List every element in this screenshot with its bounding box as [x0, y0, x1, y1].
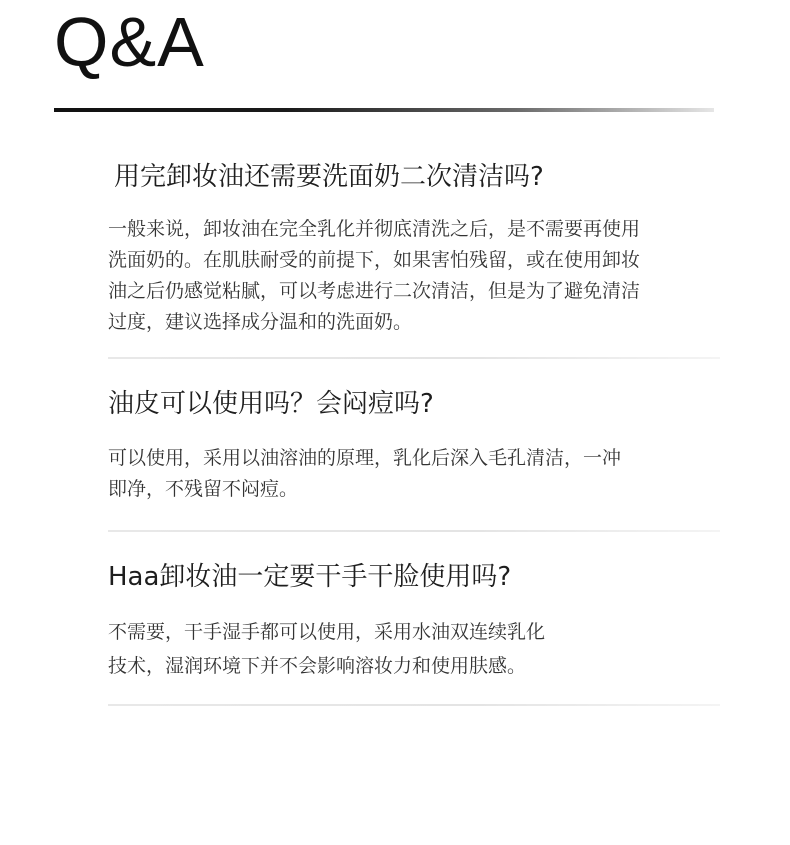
qa-item — [108, 560, 728, 683]
answer-line: 技术，湿润环境下并不会影响溶妆力和使用肤感。 — [108, 655, 527, 677]
qa-question: 油皮可以使用吗？会闷痘吗? — [108, 389, 434, 419]
answer-line: 过度，建议选择成分温和的洗面奶。 — [108, 311, 413, 333]
qa-question: Haa卸妆油一定要干手干脸使用吗? — [108, 562, 512, 592]
section-divider — [108, 704, 720, 706]
qa-answer — [108, 443, 728, 505]
title-underline — [54, 108, 714, 112]
qa-answer — [108, 615, 728, 683]
section-divider — [108, 357, 720, 359]
answer-line: 油之后仍感觉粘腻，可以考虑进行二次清洁，但是为了避免清洁 — [108, 280, 641, 302]
answer-line: 不需要，干手湿手都可以使用，采用水油双连续乳化 — [108, 621, 546, 643]
qa-item — [108, 160, 728, 338]
qa-item — [108, 387, 728, 505]
qa-answer — [108, 214, 728, 338]
qa-question: 用完卸妆油还需要洗面奶二次清洁吗? — [114, 162, 544, 192]
answer-line: 可以使用，采用以油溶油的原理，乳化后深入毛孔清洁，一冲 — [108, 447, 622, 469]
answer-line: 即净，不残留不闷痘。 — [108, 478, 299, 500]
page-title: Q&A — [54, 3, 205, 81]
answer-line: 洗面奶的。在肌肤耐受的前提下，如果害怕残留，或在使用卸妆 — [108, 249, 641, 271]
answer-line: 一般来说，卸妆油在完全乳化并彻底清洗之后，是不需要再使用 — [108, 218, 641, 240]
section-divider — [108, 530, 720, 532]
